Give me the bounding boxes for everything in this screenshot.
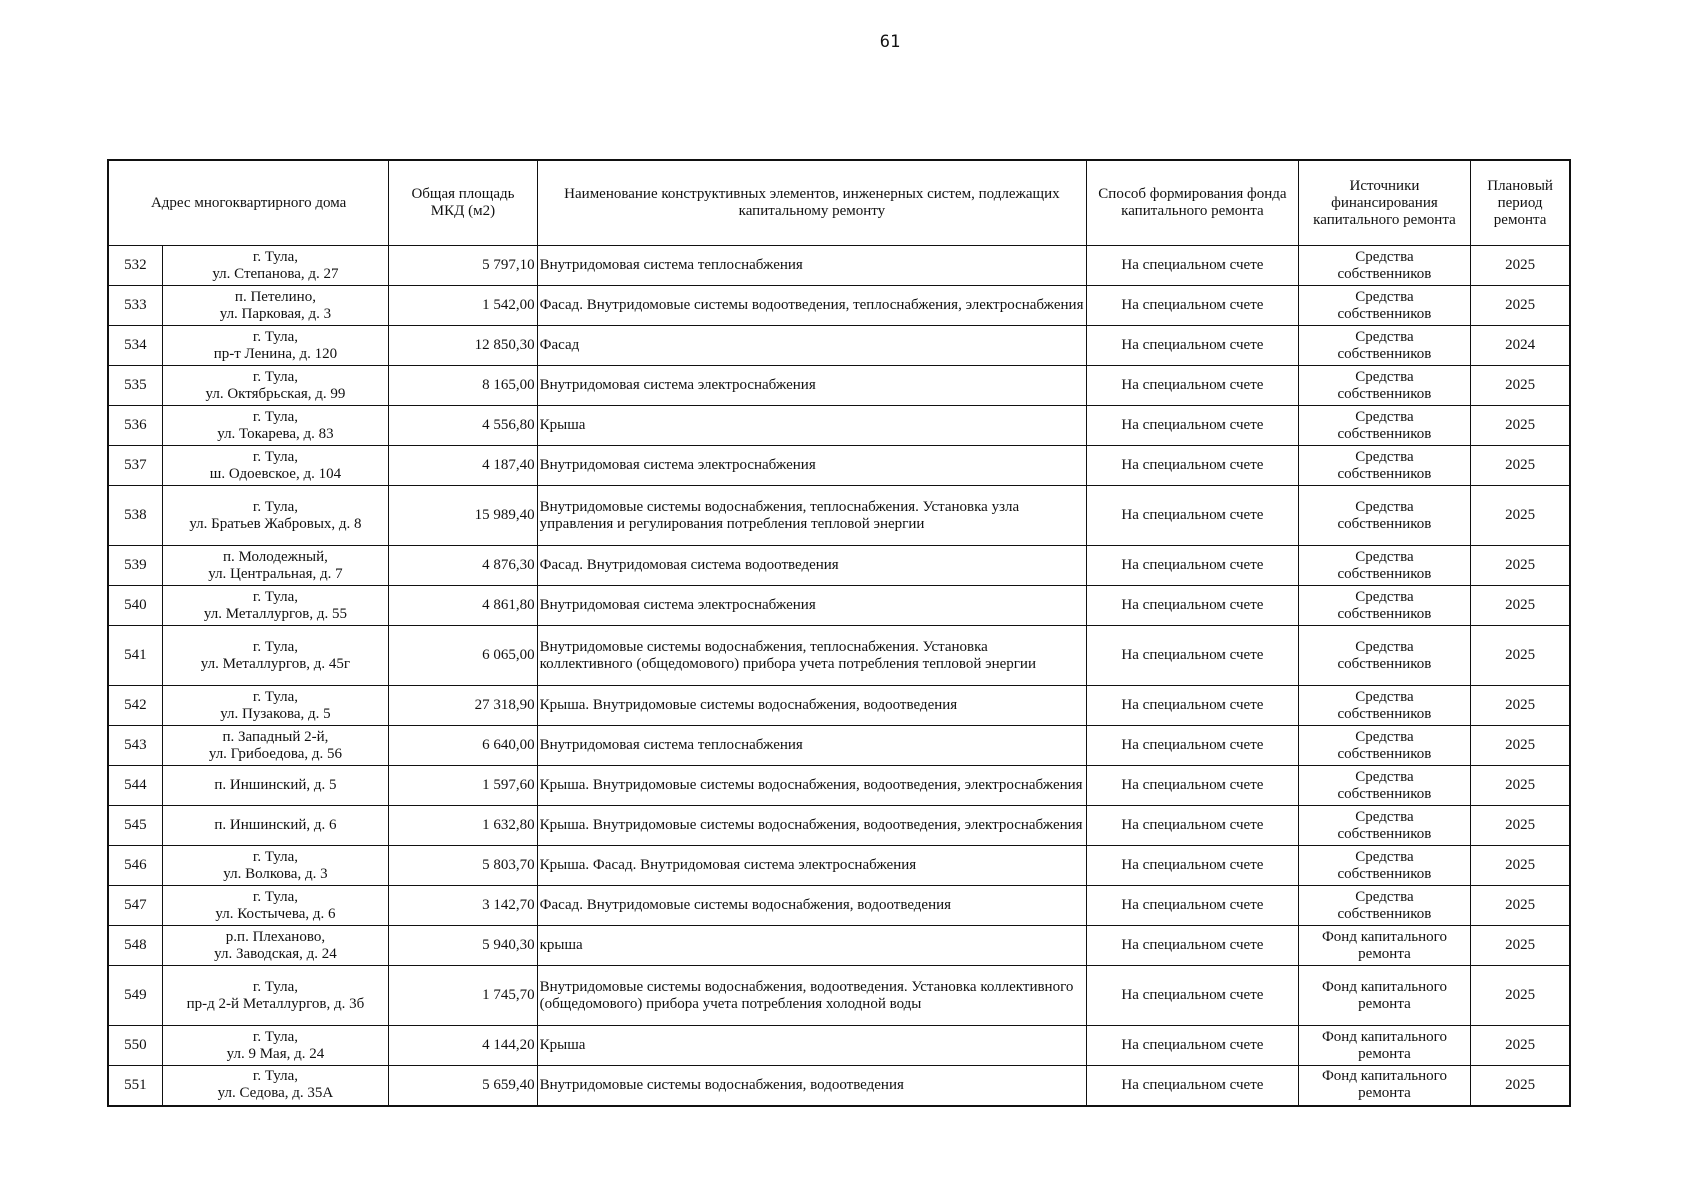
source-line-2: собственников <box>1337 605 1432 622</box>
area-cell: 6 640,00 <box>389 726 537 766</box>
period-cell: 2025 <box>1471 846 1570 886</box>
address-line-2: ул. Братьев Жабровых, д. 8 <box>189 515 362 532</box>
method-cell: На специальном счете <box>1087 806 1299 846</box>
area-cell: 5 940,30 <box>389 926 537 966</box>
source-line-1: Средства <box>1355 848 1414 865</box>
row-number: 539 <box>108 546 162 586</box>
elements-cell: Внутридомовая система электроснабжения <box>537 586 1087 626</box>
source-cell <box>1298 626 1470 686</box>
period-cell: 2025 <box>1471 766 1570 806</box>
address-cell <box>162 1066 389 1106</box>
elements-cell: Внутридомовая система электроснабжения <box>537 446 1087 486</box>
source-line-2: ремонта <box>1358 1045 1411 1062</box>
area-cell: 15 989,40 <box>389 486 537 546</box>
source-line-1: Средства <box>1355 638 1414 655</box>
address-cell <box>162 586 389 626</box>
address-line-2: ул. Седова, д. 35А <box>217 1085 334 1102</box>
method-cell: На специальном счете <box>1087 546 1299 586</box>
address-line-1: п. Иншинский, д. 6 <box>214 817 337 833</box>
address-cell <box>162 626 389 686</box>
source-line-2: собственников <box>1337 305 1432 322</box>
address-line-1: г. Тула, <box>252 1028 298 1045</box>
area-cell: 4 556,80 <box>389 406 537 446</box>
source-line-1: Средства <box>1355 548 1414 565</box>
address-line-1: п. Молодежный, <box>223 548 328 565</box>
elements-cell: крыша <box>537 926 1087 966</box>
method-cell: На специальном счете <box>1087 966 1299 1026</box>
source-line-1: Средства <box>1355 328 1414 345</box>
address-cell <box>162 686 389 726</box>
elements-cell: Внутридомовая система теплоснабжения <box>537 726 1087 766</box>
area-cell: 6 065,00 <box>389 626 537 686</box>
address-cell <box>162 846 389 886</box>
address-cell <box>162 1026 389 1066</box>
address-line-1: г. Тула, <box>252 1068 298 1085</box>
source-line-2: собственников <box>1337 655 1432 672</box>
table-row <box>108 286 1570 326</box>
source-line-1: Средства <box>1355 688 1414 705</box>
table-header-row <box>108 160 1570 246</box>
table-body <box>108 246 1570 1106</box>
table-row <box>108 626 1570 686</box>
source-cell <box>1298 966 1470 1026</box>
address-line-2: ш. Одоевское, д. 104 <box>209 465 342 482</box>
elements-cell: Внутридомовые системы водоснабжения, водоотведения <box>537 1066 1087 1106</box>
period-cell: 2025 <box>1471 446 1570 486</box>
elements-cell: Внутридомовые системы водоснабжения, теплоснабжения. Установка коллективного (общедомового) прибора учета потребления тепловой энергии <box>537 626 1087 686</box>
row-number: 551 <box>108 1066 162 1106</box>
source-line-2: собственников <box>1337 825 1432 842</box>
header-address: Адрес многоквартирного дома <box>108 160 389 246</box>
page-number: 61 <box>879 32 901 52</box>
header-elements: Наименование конструктивных элементов, инженерных систем, подлежащих капитальному ремонту <box>537 160 1087 246</box>
source-line-2: собственников <box>1337 425 1432 442</box>
source-line-1: Средства <box>1355 288 1414 305</box>
address-line-2: ул. Грибоедова, д. 56 <box>208 745 343 762</box>
address-line-2: ул. Центральная, д. 7 <box>208 565 343 582</box>
method-cell: На специальном счете <box>1087 486 1299 546</box>
source-line-2: собственников <box>1337 385 1432 402</box>
elements-cell: Крыша. Внутридомовые системы водоснабжения, водоотведения, электроснабжения <box>537 766 1087 806</box>
table-row <box>108 926 1570 966</box>
address-line-1: г. Тула, <box>252 588 298 605</box>
area-cell: 1 597,60 <box>389 766 537 806</box>
method-cell: На специальном счете <box>1087 446 1299 486</box>
source-line-1: Средства <box>1355 448 1414 465</box>
elements-cell: Внутридомовая система электроснабжения <box>537 366 1087 406</box>
address-line-1: г. Тула, <box>252 688 298 705</box>
address-cell <box>162 806 389 846</box>
source-cell <box>1298 446 1470 486</box>
source-line-2: собственников <box>1337 865 1432 882</box>
area-cell: 4 144,20 <box>389 1026 537 1066</box>
table-row <box>108 586 1570 626</box>
table-row <box>108 886 1570 926</box>
elements-cell: Фасад. Внутридомовая система водоотведения <box>537 546 1087 586</box>
address-line-2: ул. Металлургов, д. 55 <box>203 605 347 622</box>
address-cell <box>162 966 389 1026</box>
elements-cell: Фасад. Внутридомовые системы водоснабжения, водоотведения <box>537 886 1087 926</box>
table-row <box>108 686 1570 726</box>
source-cell <box>1298 1026 1470 1066</box>
table-row <box>108 326 1570 366</box>
address-line-2: ул. Металлургов, д. 45г <box>200 655 351 672</box>
source-cell <box>1298 926 1470 966</box>
table-row <box>108 406 1570 446</box>
elements-cell: Фасад <box>537 326 1087 366</box>
source-cell <box>1298 486 1470 546</box>
row-number: 542 <box>108 686 162 726</box>
source-line-1: Средства <box>1355 728 1414 745</box>
elements-cell: Крыша. Внутридомовые системы водоснабжения, водоотведения <box>537 686 1087 726</box>
header-period: Плановый период ремонта <box>1471 160 1570 246</box>
method-cell: На специальном счете <box>1087 246 1299 286</box>
address-cell <box>162 486 389 546</box>
header-area: Общая площадь МКД (м2) <box>389 160 537 246</box>
method-cell: На специальном счете <box>1087 766 1299 806</box>
row-number: 533 <box>108 286 162 326</box>
method-cell: На специальном счете <box>1087 1066 1299 1106</box>
address-cell <box>162 766 389 806</box>
address-cell <box>162 546 389 586</box>
source-line-1: Фонд капитального <box>1321 1068 1447 1085</box>
source-cell <box>1298 1066 1470 1106</box>
area-cell: 4 876,30 <box>389 546 537 586</box>
period-cell: 2025 <box>1471 726 1570 766</box>
source-cell <box>1298 406 1470 446</box>
method-cell: На специальном счете <box>1087 686 1299 726</box>
table-row <box>108 846 1570 886</box>
row-number: 532 <box>108 246 162 286</box>
area-cell: 8 165,00 <box>389 366 537 406</box>
period-cell: 2025 <box>1471 886 1570 926</box>
source-cell <box>1298 766 1470 806</box>
address-cell <box>162 286 389 326</box>
table-row <box>108 726 1570 766</box>
method-cell: На специальном счете <box>1087 586 1299 626</box>
method-cell: На специальном счете <box>1087 406 1299 446</box>
address-line-2: пр-д 2-й Металлургов, д. 3б <box>186 995 365 1012</box>
table-row <box>108 966 1570 1026</box>
period-cell: 2025 <box>1471 686 1570 726</box>
period-cell: 2025 <box>1471 926 1570 966</box>
row-number: 543 <box>108 726 162 766</box>
period-cell: 2025 <box>1471 626 1570 686</box>
source-line-2: собственников <box>1337 345 1432 362</box>
row-number: 547 <box>108 886 162 926</box>
source-line-2: собственников <box>1337 465 1432 482</box>
address-line-1: г. Тула, <box>252 248 298 265</box>
method-cell: На специальном счете <box>1087 366 1299 406</box>
period-cell: 2025 <box>1471 486 1570 546</box>
source-line-2: ремонта <box>1358 1085 1411 1102</box>
source-line-2: собственников <box>1337 565 1432 582</box>
table-row <box>108 766 1570 806</box>
row-number: 548 <box>108 926 162 966</box>
source-line-2: собственников <box>1337 705 1432 722</box>
address-line-1: г. Тула, <box>252 408 298 425</box>
table-row <box>108 246 1570 286</box>
address-line-1: г. Тула, <box>252 328 298 345</box>
row-number: 546 <box>108 846 162 886</box>
elements-cell: Крыша <box>537 406 1087 446</box>
address-line-2: ул. Пузакова, д. 5 <box>220 705 331 722</box>
address-line-2: пр-т Ленина, д. 120 <box>213 345 338 362</box>
source-line-1: Средства <box>1355 368 1414 385</box>
period-cell: 2025 <box>1471 1066 1570 1106</box>
address-line-2: ул. 9 Мая, д. 24 <box>226 1045 325 1062</box>
address-cell <box>162 406 389 446</box>
address-line-2: ул. Токарева, д. 83 <box>217 425 334 442</box>
method-cell: На специальном счете <box>1087 846 1299 886</box>
source-line-1: Фонд капитального <box>1321 978 1447 995</box>
period-cell: 2025 <box>1471 966 1570 1026</box>
address-cell <box>162 926 389 966</box>
row-number: 535 <box>108 366 162 406</box>
source-cell <box>1298 586 1470 626</box>
source-line-1: Средства <box>1355 248 1414 265</box>
elements-cell: Крыша. Фасад. Внутридомовая система электроснабжения <box>537 846 1087 886</box>
period-cell: 2025 <box>1471 366 1570 406</box>
source-cell <box>1298 246 1470 286</box>
source-cell <box>1298 686 1470 726</box>
row-number: 541 <box>108 626 162 686</box>
row-number: 534 <box>108 326 162 366</box>
row-number: 540 <box>108 586 162 626</box>
address-line-2: ул. Заводская, д. 24 <box>214 945 337 962</box>
address-cell <box>162 366 389 406</box>
address-line-1: г. Тула, <box>252 638 298 655</box>
address-line-1: г. Тула, <box>252 888 298 905</box>
address-line-1: г. Тула, <box>252 848 298 865</box>
header-source: Источники финансирования капитального ремонта <box>1298 160 1470 246</box>
source-line-2: собственников <box>1337 785 1432 802</box>
method-cell: На специальном счете <box>1087 1026 1299 1066</box>
source-cell <box>1298 366 1470 406</box>
method-cell: На специальном счете <box>1087 286 1299 326</box>
period-cell: 2025 <box>1471 286 1570 326</box>
row-number: 549 <box>108 966 162 1026</box>
method-cell: На специальном счете <box>1087 926 1299 966</box>
period-cell: 2025 <box>1471 406 1570 446</box>
source-line-2: ремонта <box>1358 995 1411 1012</box>
source-line-1: Фонд капитального <box>1321 1028 1447 1045</box>
row-number: 538 <box>108 486 162 546</box>
table-row <box>108 1026 1570 1066</box>
area-cell: 5 797,10 <box>389 246 537 286</box>
source-line-2: ремонта <box>1358 945 1411 962</box>
source-line-1: Фонд капитального <box>1321 928 1447 945</box>
elements-cell: Внутридомовые системы водоснабжения, водоотведения. Установка коллективного (общедомового) прибора учета потребления холодной воды <box>537 966 1087 1026</box>
area-cell: 4 861,80 <box>389 586 537 626</box>
row-number: 545 <box>108 806 162 846</box>
elements-cell: Крыша. Внутридомовые системы водоснабжения, водоотведения, электроснабжения <box>537 806 1087 846</box>
elements-cell: Крыша <box>537 1026 1087 1066</box>
table-row <box>108 546 1570 586</box>
source-cell <box>1298 546 1470 586</box>
capital-repair-table <box>107 159 1571 1107</box>
source-cell <box>1298 806 1470 846</box>
area-cell: 3 142,70 <box>389 886 537 926</box>
address-line-1: г. Тула, <box>252 498 298 515</box>
source-line-2: собственников <box>1337 745 1432 762</box>
table-row <box>108 446 1570 486</box>
table-row <box>108 366 1570 406</box>
period-cell: 2025 <box>1471 1026 1570 1066</box>
elements-cell: Внутридомовые системы водоснабжения, теплоснабжения. Установка узла управления и регулирования потребления тепловой энергии <box>537 486 1087 546</box>
address-line-2: ул. Костычева, д. 6 <box>215 905 336 922</box>
source-cell <box>1298 886 1470 926</box>
row-number: 544 <box>108 766 162 806</box>
area-cell: 1 632,80 <box>389 806 537 846</box>
source-cell <box>1298 846 1470 886</box>
address-line-1: п. Иншинский, д. 5 <box>214 777 337 793</box>
source-line-2: собственников <box>1337 265 1432 282</box>
address-line-1: г. Тула, <box>252 978 298 995</box>
source-line-2: собственников <box>1337 905 1432 922</box>
address-cell <box>162 326 389 366</box>
method-cell: На специальном счете <box>1087 326 1299 366</box>
address-cell <box>162 726 389 766</box>
address-line-2: ул. Парковая, д. 3 <box>219 305 332 322</box>
method-cell: На специальном счете <box>1087 626 1299 686</box>
source-line-2: собственников <box>1337 515 1432 532</box>
address-cell <box>162 886 389 926</box>
source-cell <box>1298 726 1470 766</box>
address-cell <box>162 446 389 486</box>
source-line-1: Средства <box>1355 498 1414 515</box>
period-cell: 2025 <box>1471 246 1570 286</box>
period-cell: 2024 <box>1471 326 1570 366</box>
area-cell: 12 850,30 <box>389 326 537 366</box>
period-cell: 2025 <box>1471 546 1570 586</box>
address-line-1: р.п. Плеханово, <box>225 928 326 945</box>
address-line-1: г. Тула, <box>252 368 298 385</box>
table-row <box>108 1066 1570 1106</box>
area-cell: 27 318,90 <box>389 686 537 726</box>
address-cell <box>162 246 389 286</box>
address-line-2: ул. Волкова, д. 3 <box>223 865 328 882</box>
source-line-1: Средства <box>1355 408 1414 425</box>
table-row <box>108 486 1570 546</box>
period-cell: 2025 <box>1471 806 1570 846</box>
method-cell: На специальном счете <box>1087 726 1299 766</box>
elements-cell: Внутридомовая система теплоснабжения <box>537 246 1087 286</box>
address-line-2: ул. Степанова, д. 27 <box>212 265 339 282</box>
source-line-1: Средства <box>1355 888 1414 905</box>
area-cell: 4 187,40 <box>389 446 537 486</box>
method-cell: На специальном счете <box>1087 886 1299 926</box>
source-line-1: Средства <box>1355 768 1414 785</box>
row-number: 536 <box>108 406 162 446</box>
row-number: 537 <box>108 446 162 486</box>
period-cell: 2025 <box>1471 586 1570 626</box>
source-line-1: Средства <box>1355 808 1414 825</box>
table-row <box>108 806 1570 846</box>
area-cell: 1 745,70 <box>389 966 537 1026</box>
area-cell: 5 659,40 <box>389 1066 537 1106</box>
row-number: 550 <box>108 1026 162 1066</box>
address-line-2: ул. Октябрьская, д. 99 <box>205 385 346 402</box>
source-cell <box>1298 286 1470 326</box>
area-cell: 1 542,00 <box>389 286 537 326</box>
source-cell <box>1298 326 1470 366</box>
address-line-1: п. Петелино, <box>234 288 316 305</box>
address-line-1: г. Тула, <box>252 448 298 465</box>
area-cell: 5 803,70 <box>389 846 537 886</box>
source-line-1: Средства <box>1355 588 1414 605</box>
header-method: Способ формирования фонда капитального ремонта <box>1087 160 1299 246</box>
address-line-1: п. Западный 2-й, <box>222 728 329 745</box>
elements-cell: Фасад. Внутридомовые системы водоотведения, теплоснабжения, электроснабжения <box>537 286 1087 326</box>
